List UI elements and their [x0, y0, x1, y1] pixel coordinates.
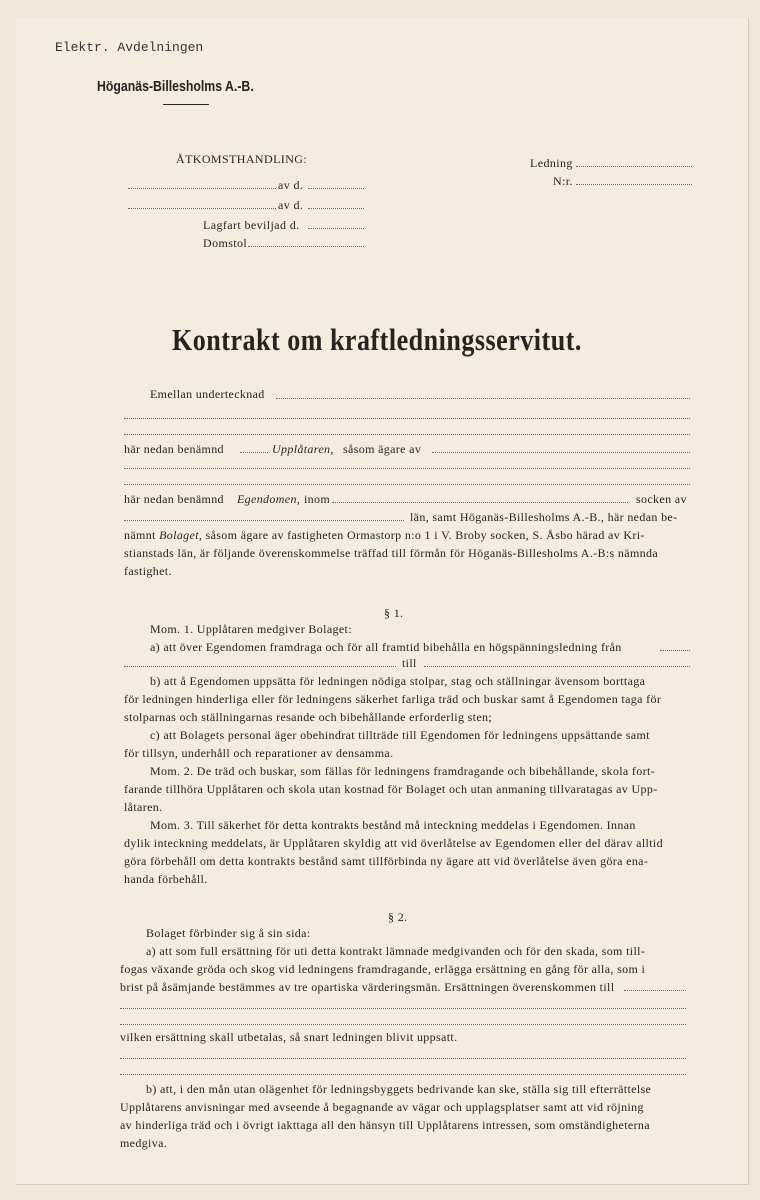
section2-b-line2: Upplåtarens anvisningar med avseende å begagnande av vägar och upplagsplatser samt att vid röjning	[120, 1100, 644, 1114]
section1-c-line2: för tillsyn, underhåll och reparationer av densamma.	[124, 746, 394, 760]
compensation-blank-3[interactable]	[120, 1024, 686, 1025]
section1-mom1: Mom. 1. Upplåtaren medgiver Bolaget:	[150, 622, 352, 636]
section2-b-line1: b) att, i den mån utan olägenhet för ledningsbyggets bedrivande kan ske, ställa sig till efterrättelse	[146, 1082, 652, 1096]
compensation-blank-2[interactable]	[120, 1008, 686, 1009]
section2-payment: vilken ersättning skall utbetalas, så snart ledningen blivit uppsatt.	[120, 1030, 458, 1044]
section1-mom2-line3: låtaren.	[124, 800, 163, 814]
section1-b-line1: b) att å Egendomen uppsätta för ledningen nödiga stolpar, stag och ställningar ävensom borttaga	[150, 674, 646, 688]
line-to-blank[interactable]	[424, 666, 690, 667]
domstol-label: Domstol	[203, 236, 248, 250]
party-blank-2[interactable]	[124, 418, 690, 419]
paper-sheet	[16, 18, 749, 1185]
nr-blank[interactable]	[576, 184, 692, 185]
property-blank[interactable]	[432, 452, 690, 453]
section2-heading: § 2.	[388, 910, 408, 924]
intro-line1: Emellan undertecknad	[150, 387, 265, 401]
egendomen-term: Egendomen,	[237, 492, 301, 506]
intro-line3-c: inom	[304, 492, 331, 506]
lan-blank[interactable]	[124, 520, 404, 521]
acquisition-line1-date[interactable]	[308, 188, 364, 189]
intro-line2-a: här nedan benämnd	[124, 442, 224, 456]
section1-heading: § 1.	[384, 606, 404, 620]
party-blank-3[interactable]	[124, 434, 690, 435]
section1-mom3-line3: göra förbehåll om detta kontrakts bestånd samt tillförbinda ny ägare att vid överlåtelse även göra ena-	[124, 854, 649, 868]
intro-line2-dots	[240, 452, 268, 453]
section1-mom2-line1: Mom. 2. De träd och buskar, som fällas för ledningens framdragande och bibehållande, skola fort-	[150, 764, 655, 778]
property-blank-2[interactable]	[124, 468, 690, 469]
acquisition-line2-label: av d.	[278, 198, 304, 212]
document-title: Kontrakt om kraftledningsservitut.	[172, 322, 582, 357]
section2-a-line3: brist på åsämjande bestämmes av tre opartiska värderingsmän. Ersättningen överenskommen till	[120, 980, 615, 994]
line-from-blank-2[interactable]	[124, 666, 396, 667]
section1-mom3-line2: dylik inteckning meddelats, är Upplåtaren skyldig att vid överlåtelse av Egendomen eller del därav alltid	[124, 836, 663, 850]
section1-mom2-line2: farande tillhöra Upplåtaren och skola utan kostnad för Bolaget och utan anmaning tillvaratagas av Upp-	[124, 782, 658, 796]
section1-b-line2: för ledningen hinderliga eller för ledningens säkerhet farliga träd och buskar samt å Egendomen taga för	[124, 692, 662, 706]
intro-line2-c: såsom ägare av	[343, 442, 422, 456]
ledning-label: Ledning	[530, 156, 573, 170]
upplataren-term: Upplåtaren,	[272, 442, 334, 456]
intro-line4: län, samt Höganäs-Billesholms A.-B., här nedan be-	[410, 510, 678, 524]
ledning-blank[interactable]	[576, 166, 692, 167]
acquisition-heading: ÅTKOMSTHANDLING:	[176, 152, 308, 166]
section1-b-line3: stolparnas och ställningarnas resande och bibehållande erforderlig sten;	[124, 710, 493, 724]
section2-a-line1: a) att som full ersättning för uti detta kontrakt lämnade medgivanden och för den skada, som till-	[146, 944, 646, 958]
section2-a-line2: fogas växande gröda och skog vid ledningens framdragande, erlägga ersättning en gång för alla, som i	[120, 962, 646, 976]
company-name: Höganäs-Billesholms A.-B.	[97, 78, 254, 95]
section1-mom3-line1: Mom. 3. Till säkerhet för detta kontrakts bestånd må inteckning meddelas i Egendomen. Innan	[150, 818, 636, 832]
party-name-blank[interactable]	[276, 398, 690, 399]
lagfart-label: Lagfart beviljad d.	[203, 218, 300, 232]
acquisition-line2-blank[interactable]	[128, 208, 276, 209]
nr-label: N:r.	[553, 174, 573, 188]
intro-line7: fastighet.	[124, 564, 172, 578]
section2-b-line4: medgiva.	[120, 1136, 168, 1150]
domstol-blank[interactable]	[248, 246, 364, 247]
section1-a-line1: a) att över Egendomen framdraga och för all framtid bibehålla en högspänningsledning från	[150, 640, 622, 654]
acquisition-line2-date[interactable]	[308, 208, 364, 209]
payment-blank-2[interactable]	[120, 1074, 686, 1075]
acquisition-line1-blank[interactable]	[128, 188, 276, 189]
acquisition-line1-label: av d.	[278, 178, 304, 192]
compensation-blank[interactable]	[624, 990, 686, 991]
section2-b-line3: av hinderliga träd och i övrigt iakttaga all den hänsyn till Upplåtarens intressen, som omständigheterna	[120, 1118, 650, 1132]
section1-c-line1: c) att Bolagets personal äger obehindrat tillträde till Egendomen för ledningens uppsättande samt	[150, 728, 650, 742]
property-blank-3[interactable]	[124, 484, 690, 485]
intro-line6: stianstads län, är följande överenskommelse träffad till förmån för Höganäs-Billesholms A.-B:s nämnda	[124, 546, 659, 560]
intro-line3-a: här nedan benämnd	[124, 492, 224, 506]
section1-mom3-line4: handa förbehåll.	[124, 872, 208, 886]
payment-blank[interactable]	[120, 1058, 686, 1059]
line-from-blank[interactable]	[660, 650, 690, 651]
header-rule	[163, 104, 209, 105]
socken-blank[interactable]	[332, 502, 628, 503]
intro-line5: nämnt Bolaget, såsom ägare av fastigheten Ormastorp n:o 1 i V. Broby socken, S. Åsbo härad av Kri-	[124, 528, 645, 542]
intro-line3-d: socken av	[636, 492, 687, 506]
section1-a-till: till	[402, 656, 417, 670]
department-stamp: Elektr. Avdelningen	[55, 40, 204, 55]
lagfart-blank[interactable]	[308, 228, 364, 229]
section2-intro: Bolaget förbinder sig å sin sida:	[146, 926, 311, 940]
